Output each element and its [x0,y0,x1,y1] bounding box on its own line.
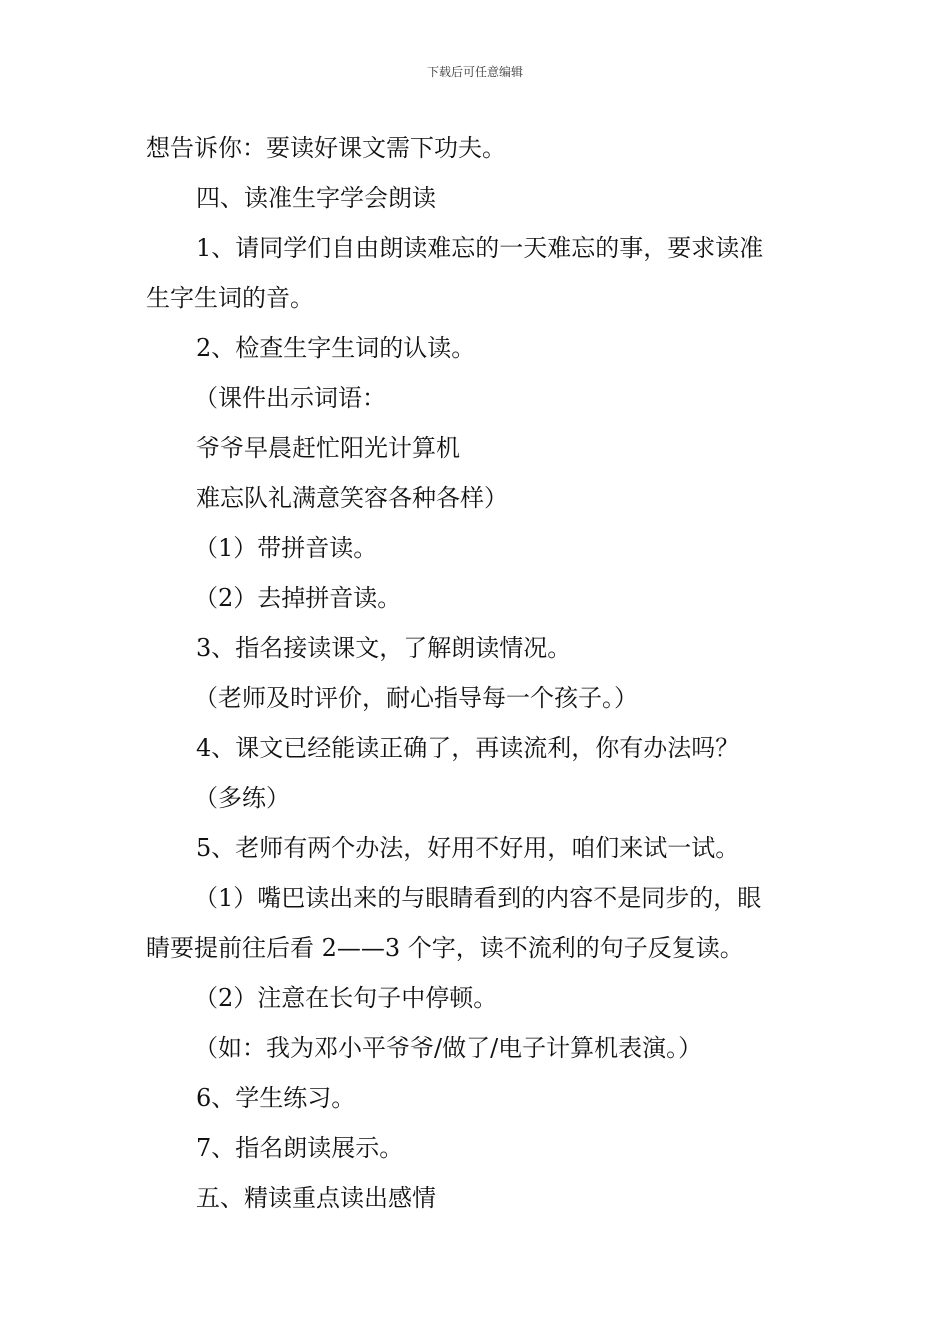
section-heading: 四、读准生字学会朗读 [196,184,436,212]
paragraph-line: 4、课文已经能读正确了，再读流利，你有办法吗？ [196,734,740,762]
paragraph-line: 想告诉你：要读好课文需下功夫。 [146,134,506,162]
document-body [146,123,816,1223]
paragraph-line: （老师及时评价，耐心指导每一个孩子。） [194,684,638,712]
paragraph-line: （1）嘴巴读出来的与眼睛看到的内容不是同步的，眼 [194,884,762,912]
paragraph-line: 3、指名接读课文，了解朗读情况。 [196,634,572,662]
paragraph-line: 7、指名朗读展示。 [196,1134,404,1162]
paragraph-line: （2）注意在长句子中停顿。 [194,984,498,1012]
paragraph-line: 6、学生练习。 [196,1084,356,1112]
paragraph-line: （如：我为邓小平爷爷/做了/电子计算机表演。） [194,1034,703,1062]
paragraph-line: 2、检查生字生词的认读。 [196,334,476,362]
paragraph-line: （课件出示词语： [194,384,386,412]
section-heading: 五、精读重点读出感情 [196,1184,436,1212]
paragraph-line: 睛要提前往后看 2——3 个字，读不流利的句子反复读。 [146,934,744,962]
vocabulary-line: 爷爷早晨赶忙阳光计算机 [196,434,460,462]
vocabulary-line: 难忘队礼满意笑容各种各样） [196,484,508,512]
paragraph-line: 1、请同学们自由朗读难忘的一天难忘的事，要求读准 [196,234,764,262]
paragraph-line: 生字生词的音。 [146,284,314,312]
paragraph-line: （1）带拼音读。 [194,534,378,562]
paragraph-line: （2）去掉拼音读。 [194,584,402,612]
paragraph-line: 5、老师有两个办法，好用不好用，咱们来试一试。 [196,834,740,862]
page-header: 下载后可任意编辑 [426,65,523,79]
paragraph-line: （多练） [194,784,290,812]
